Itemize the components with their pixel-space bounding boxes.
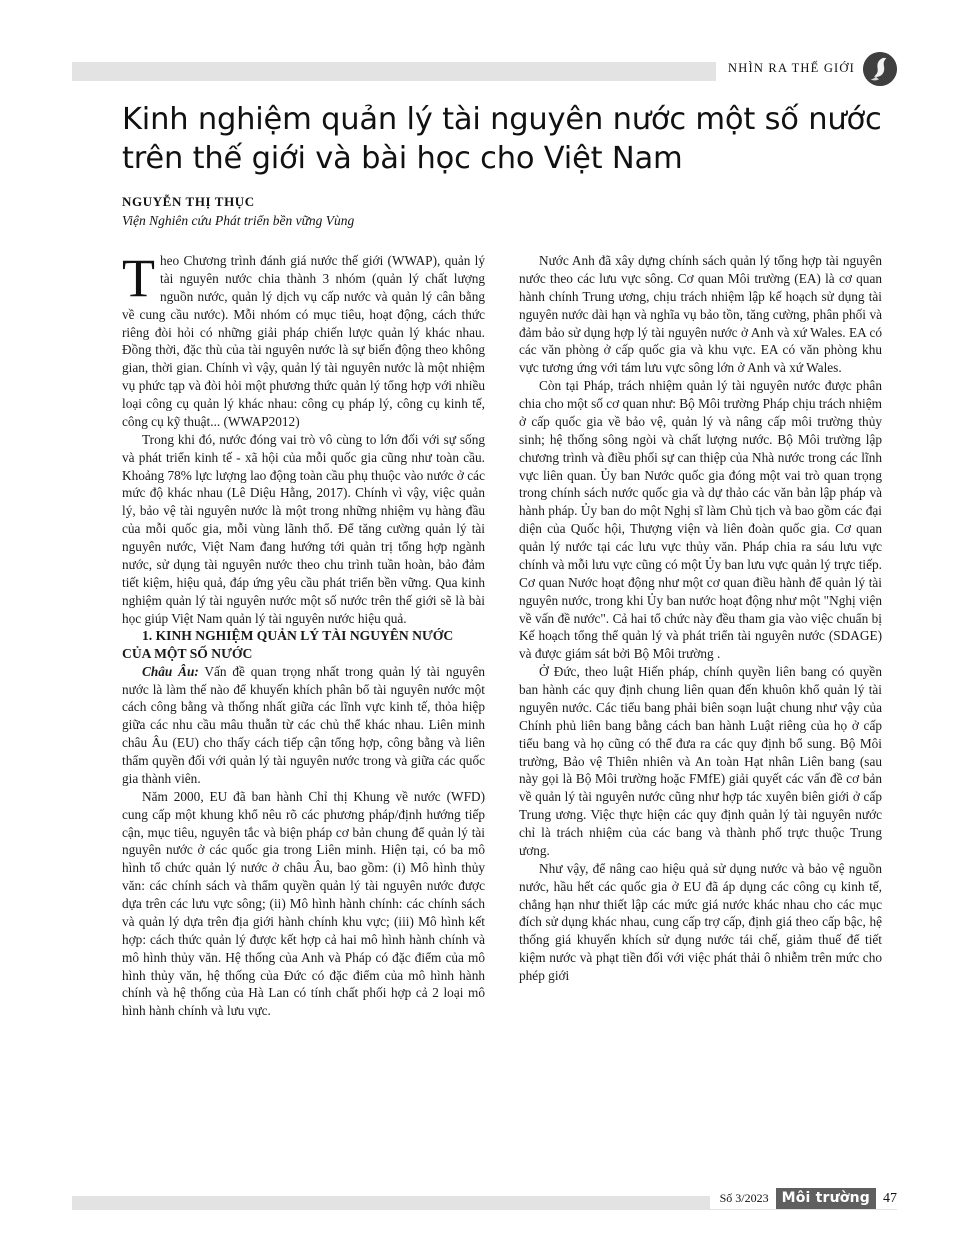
- page-title: [122, 100, 891, 178]
- section-label: NHÌN RA THẾ GIỚI: [728, 60, 855, 75]
- drop-cap: T: [122, 248, 155, 308]
- paragraph-4: Năm 2000, EU đã ban hành Chỉ thị Khung về nước (WFD) cung cấp một khung khổ nêu rõ các phương pháp/định hướng tiếp cận, mục tiêu, nguyên tắc và biện pháp cơ bản chung để quản lý tài nguyên nước ở các quốc gia trong Liên minh. Hiện tại, có ba mô hình tổ chức quản lý nước ở châu Âu, bao gồm: (i) Mô hình thủy văn: các chính sách và thẩm quyền quản lý tài nguyên nước được dựa trên các lưu vực sông; (ii) Mô hình hành chính: các chính sách và quản lý dựa trên địa giới hành chính khu vực; (iii) Mô hình kết hợp: cách thức quản lý được kết hợp cả hai mô hình hành chính và mô hình thủy văn. Hệ thống của Anh và Pháp có đặc điểm của mô hình thủy văn, hệ thống của Đức có đặc điểm của mô hình hành chính và hệ thống của Hà Lan có tính chất phối hợp cả 2 loại mô hình hành chính và lưu vực.: [122, 788, 485, 1019]
- article-body: [122, 248, 882, 1182]
- article-title-line-1: Kinh nghiệm quản lý tài nguyên nước một số nước: [122, 102, 882, 137]
- issue-label: Số 3/2023: [719, 1191, 769, 1205]
- header-right-group: [716, 52, 897, 86]
- globe-bird-logo-icon: [863, 52, 897, 86]
- footer-right-group: [710, 1188, 897, 1209]
- magazine-name: Môi trường: [776, 1188, 876, 1209]
- paragraph-8: Như vậy, để nâng cao hiệu quả sử dụng nước và bảo vệ nguồn nước, hầu hết các quốc gia ở EU đã áp dụng các công cụ kinh tế, chẳng hạn như thiết lập các mức giá nước khác nhau cho các mục đích sử dụng khác nhau, cung cấp trợ cấp, định giá theo cấp bậc, hệ thống giá khuyến khích sử dụng nước tái chế, giảm thuế để tiết kiệm nước và phạt tiền đối với việc phát thải ô nhiễm trên mức cho phép giới: [519, 860, 882, 983]
- run-in-heading-europe: Châu Âu:: [142, 663, 199, 679]
- page-footer: [72, 1188, 897, 1214]
- article-title-line-2: trên thế giới và bài học cho Việt Nam: [122, 141, 683, 177]
- title-block: [122, 100, 891, 229]
- author-affiliation: Viện Nghiên cứu Phát triển bền vững Vùng: [122, 213, 355, 229]
- section-heading-1: [122, 627, 485, 662]
- section-heading-1-line-2: CỦA MỘT SỐ NƯỚC: [122, 646, 253, 662]
- paragraph-3-text: Vấn đề quan trọng nhất trong quản lý tài nguyên nước là làm thế nào để khuyến khích phân bổ tài nguyên nước một cách công bằng và thống nhất giữa các lĩnh vực kinh tế, thỏa hiệp giữa các nhu cầu mâu thuẫn từ các chủ thể khác nhau. Liên minh châu Âu (EU) cho thấy cách tiếp cận tổng hợp, công bằng và liên thẩm quyền đối với quản lý tài nguyên nước trong và giữa các quốc gia thành viên.: [122, 663, 485, 786]
- paragraph-6: Còn tại Pháp, trách nhiệm quản lý tài nguyên nước được phân chia cho một số cơ quan như: Bộ Môi trường Pháp chịu trách nhiệm ở cấp quốc gia về bảo vệ, quản lý và nâng cấp môi trường thủy sinh; hệ thống sông ngòi và chất lượng nước. Bộ Môi trường lập chương trình và điều phối sự can thiệp của Nhà nước trong các lĩnh vực liên quan. Ủy ban Nước quốc gia đóng một vai trò quan trọng trong chính sách nước quốc gia và dự thảo các văn bản lập pháp và hành pháp. Ủy ban do một Nghị sĩ làm Chủ tịch và bao gồm các đại diện của Quốc hội, Thượng viện và liên đoàn quốc gia. Cơ quan quản lý nước tại các lưu vực thủy văn. Pháp chia ra sáu lưu vực chính và mỗi lưu vực cũng có một Ủy ban lưu vực quản lý trực tiếp. Cơ quan Nước hoạt động như một cơ quan điều hành để quản lý tài nguyên nước, trong khi Ủy ban nước hoạt động như một "Nghị viện về vấn đề nước". Cả hai tổ chức này đều tham gia vào việc chuẩn bị Kế hoạch tổng thể quản lý và phát triển tài nguyên nước (SDAGE) và được giám sát bởi Bộ Môi trường .: [519, 378, 882, 662]
- page-header: [72, 52, 897, 90]
- paragraph-7: Ở Đức, theo luật Hiến pháp, chính quyền liên bang có quyền ban hành các quy định chung liên quan đến khuôn khổ quản lý tài nguyên nước. Các tiểu bang phải biên soạn luật chung như vậy của Chính phủ liên bang bằng cách ban hành Luật riêng của họ ở cấp tiểu bang và họ cũng có thể đưa ra các quy định bổ sung. Bộ Môi trường, Bảo vệ Thiên nhiên và An toàn Hạt nhân Liên bang (sau này gọi là Bộ Môi trường hoặc FMfE) giải quyết các vấn đề cơ bản về quản lý tài nguyên nước cũng như hợp tác xuyên biên giới ở cấp Trung ương. Việc thực hiện các quy định quản lý tài nguyên nước chỉ là trách nhiệm của các bang và thành phố trực thuộc Trung ương.: [519, 664, 882, 858]
- paragraph-1-text: heo Chương trình đánh giá nước thế giới (WWAP), quản lý tài nguyên nước chia thành 3 nhóm (quản lý chất lượng nguồn nước, quản lý dịch vụ cấp nước và quản lý cân bằng về cung cầu nước). Mỗi nhóm có mục tiêu, hoạt động, cách thức riêng đòi hỏi có những giải pháp chiến lược quản lý khác nhau. Đồng thời, đặc thù của tài nguyên nước là sự biến động theo không gian, thời gian. Chính vì vậy, quản lý tài nguyên nước là một nhiệm vụ phức tạp và đòi hỏi một phương thức quản lý tổng hợp với nhiều loại công cụ quản lý khác nhau: công cụ pháp lý, công cụ kinh tế, công cụ kỹ thuật... (WWAP2012): [122, 253, 485, 429]
- paragraph-1: [122, 248, 485, 431]
- paragraph-2: Trong khi đó, nước đóng vai trò vô cùng to lớn đối với sự sống và phát triển kinh tế - xã hội của mỗi quốc gia cũng như toàn cầu. Khoảng 78% lực lượng lao động toàn cầu phụ thuộc vào nước ở các mức độ khác nhau (Lê Diệu Hằng, 2017). Chính vì vậy, việc quản lý, bảo vệ tài nguyên nước là một trong những nhiệm vụ hàng đầu của mỗi quốc gia, mỗi vùng lãnh thổ. Để tăng cường quản lý tài nguyên nước, Việt Nam đang hướng tới quản trị tổng hợp ngành nước, sử dụng tài nguyên nước theo chu trình tuần hoàn, bảo đảm tiết kiệm, hiệu quả, đáp ứng yêu cầu phát triển bền vững. Qua kinh nghiệm quản lý tài nguyên nước một số nước trên thế giới sẽ là bài học giúp Việt Nam quản lý tài nguyên nước hiệu quả.: [122, 431, 485, 626]
- author-name: NGUYỄN THỊ THỤC: [122, 194, 255, 210]
- paragraph-5: Nước Anh đã xây dựng chính sách quản lý tổng hợp tài nguyên nước theo các lưu vực sông. Cơ quan Môi trường (EA) là cơ quan hành chính Trung ương, chịu trách nhiệm lập kế hoạch sử dụng tài nguyên nước dài hạn và nghĩa vụ bảo tồn, tăng cường, phân phối và đảm bảo sử dụng hợp lý tài nguyên nước ở Anh và xứ Wales. EA có các văn phòng ở cấp quốc gia và khu vực. EA có văn phòng khu vực tương ứng với tám lưu vực sông lớn ở Anh và xứ Wales.: [519, 253, 882, 376]
- section-heading-1-line-1: 1. KINH NGHIỆM QUẢN LÝ TÀI NGUYÊN NƯỚC: [142, 628, 454, 644]
- page-number: 47: [883, 1190, 897, 1206]
- paragraph-3: [122, 663, 485, 788]
